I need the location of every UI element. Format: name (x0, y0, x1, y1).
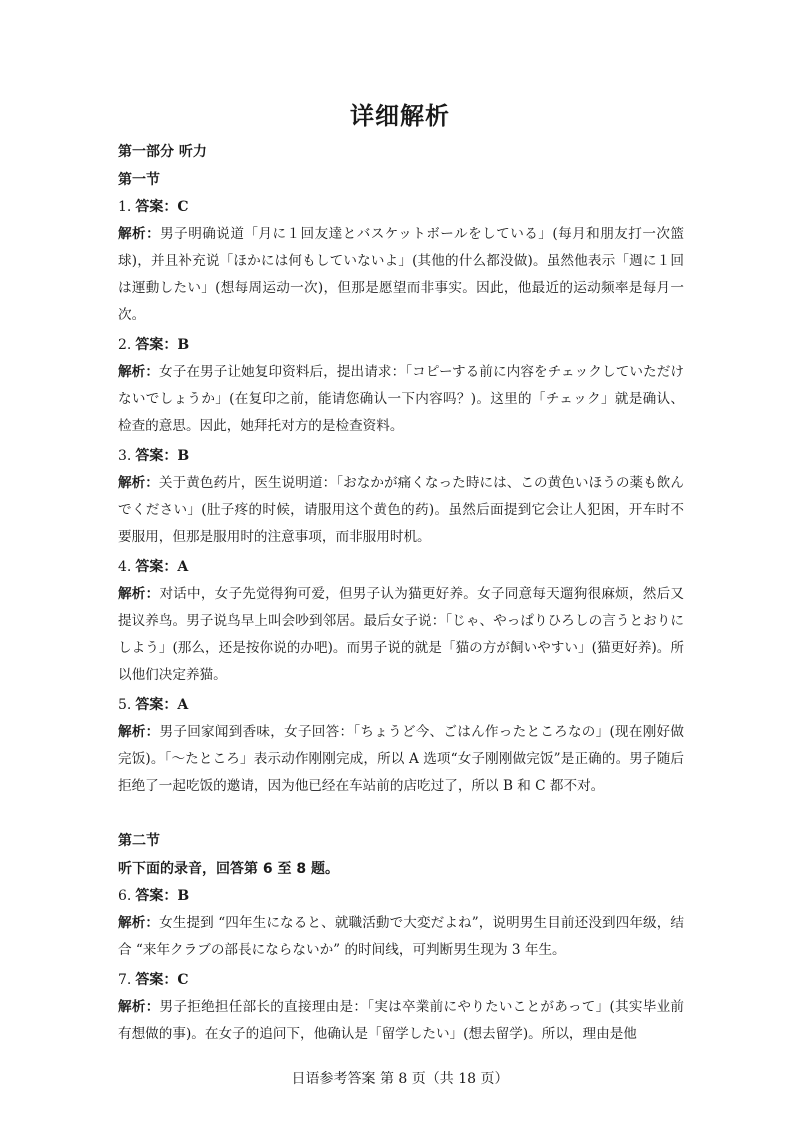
analysis-text: 男子拒绝担任部长的直接理由是：「実は卒業前にやりたいことがあって」(其实毕业前有想做的事)。在女子的追问下，他确认是「留学したい」(想去留学)。所以，理由是他 (118, 999, 685, 1042)
answer-value: B (177, 888, 190, 904)
analysis-paragraph (118, 994, 684, 1048)
question-number: 7. (118, 972, 132, 988)
analysis-paragraph (118, 470, 684, 551)
analysis-text: 女生提到 “四年生になると、就職活動で大変だよね”，说明男生目前还没到四年级，结合 “来年クラブの部長にならないか” 的时间线，可判断男生现为 3 年生。 (118, 915, 685, 958)
analysis-label: 解析： (118, 915, 160, 931)
analysis-paragraph (118, 359, 684, 440)
analysis-paragraph (118, 581, 684, 689)
analysis-text: 男子明确说道「月に１回友達とバスケットボールをしている」(每月和朋友打一次篮球)，并且补充说「ほかには何もしていないよ」(其他的什么都没做)。虽然他表示「週に１回は運動したい」(想每周运动一次)，但那是愿望而非事实。因此，他最近的运动频率是每月一次。 (118, 226, 684, 323)
answer-line (118, 332, 684, 359)
answer-label: 答案： (135, 972, 178, 988)
page-title: 详细解析 (350, 102, 450, 130)
question-number: 6. (118, 888, 132, 904)
answer-line (118, 194, 684, 221)
analysis-label: 解析： (118, 475, 159, 491)
answer-line (118, 443, 684, 470)
page-footer: 日语参考答案 第 8 页（共 18 页） (291, 1071, 509, 1087)
answer-label: 答案： (135, 559, 178, 575)
answer-value: B (177, 448, 190, 464)
part-heading: 第一部分 听力 (118, 144, 207, 160)
analysis-label: 解析： (118, 364, 160, 380)
answer-value: C (177, 199, 189, 215)
question-number: 2. (118, 337, 132, 353)
answer-value: B (177, 337, 190, 353)
answer-value: A (177, 559, 189, 575)
question-number: 1. (118, 199, 132, 215)
section-heading: 第二节 (118, 833, 160, 849)
analysis-text: 女子在男子让她复印资料后，提出请求：「コピーする前に内容をチェックしていただけないでしょうか」(在复印之前，能请您确认一下内容吗？)。这里的「チェック」就是确认、检查的意思。因此，她拜托对方的是检查资料。 (118, 364, 684, 434)
answer-value: C (177, 972, 189, 988)
answer-label: 答案： (135, 337, 178, 353)
analysis-paragraph (118, 221, 684, 329)
analysis-label: 解析： (118, 999, 160, 1015)
section-heading: 第一节 (118, 172, 160, 188)
answer-line (118, 883, 684, 910)
analysis-paragraph (118, 910, 684, 964)
answer-line (118, 554, 684, 581)
analysis-label: 解析： (118, 724, 160, 740)
analysis-text: 对话中，女子先觉得狗可爱，但男子认为猫更好养。女子同意每天遛狗很麻烦，然后又提议养鸟。男子说鸟早上叫会吵到邻居。最后女子说：「じゃ、やっぱりひろしの言うとおりにしよう」(那么，还是按你说的办吧)。而男子说的就是「猫の方が飼いやすい」(猫更好养)。所以他们决定养猫。 (118, 586, 685, 683)
question-number: 3. (118, 448, 132, 464)
question-number: 5. (118, 697, 132, 713)
answer-value: A (177, 697, 189, 713)
analysis-label: 解析： (118, 586, 160, 602)
answer-label: 答案： (135, 199, 178, 215)
section-spacer (118, 803, 684, 827)
analysis-text: 关于黄色药片，医生说明道：「おなかが痛くなった時には、この黄色いほうの薬も飲んでください」(肚子疼的时候，请服用这个黄色的药)。虽然后面提到它会让人犯困，开车时不要服用，但那是服用时的注意事项，而非服用时机。 (118, 475, 684, 545)
question-number: 4. (118, 559, 132, 575)
answer-line (118, 967, 684, 994)
answer-label: 答案： (135, 448, 178, 464)
answer-label: 答案： (135, 697, 178, 713)
answer-line (118, 692, 684, 719)
analysis-paragraph (118, 719, 684, 800)
analysis-label: 解析： (118, 226, 161, 242)
analysis-text: 男子回家闻到香味，女子回答：「ちょうど今、ごはん作ったところなの」(现在刚好做完饭)。「～たところ」表示动作刚刚完成，所以 A 选项“女子刚刚做完饭”是正确的。男子随后拒绝了一起吃饭的邀请，因为他已经在车站前的店吃过了，所以 B 和 C 都不对。 (118, 724, 684, 794)
answer-label: 答案： (135, 888, 178, 904)
section-instruction: 听下面的录音，回答第 6 至 8 题。 (118, 861, 339, 877)
document-body (118, 138, 684, 1051)
